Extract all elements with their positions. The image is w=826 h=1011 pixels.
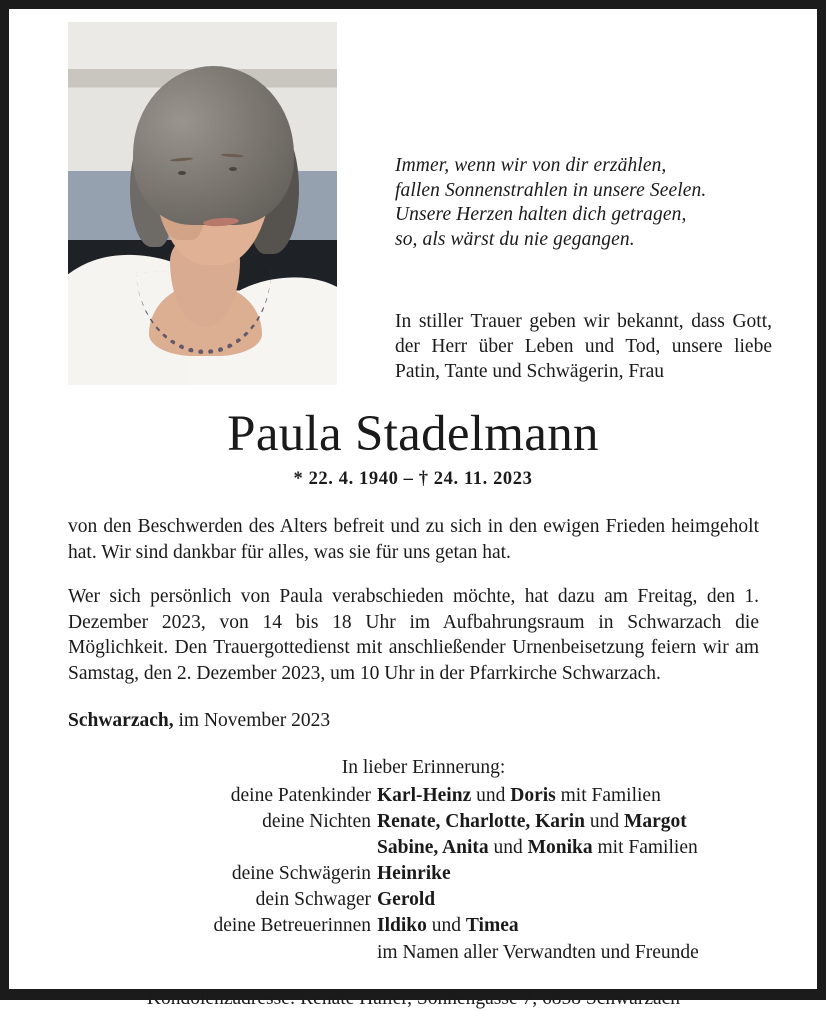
verse-line-2: fallen Sonnenstrahlen in unsere Seelen. <box>395 179 707 201</box>
place-date: im November 2023 <box>173 710 331 731</box>
relation-names: Ildiko und Timea <box>377 915 519 936</box>
memorial-heading: In lieber Erinnerung: <box>341 757 506 778</box>
relation-label <box>68 835 377 861</box>
table-row <box>68 887 759 913</box>
memorial-list <box>68 755 759 966</box>
life-dates: * 22. 4. 1940 – † 24. 11. 2023 <box>293 469 533 489</box>
deceased-name: Paula Stadelmann <box>227 406 599 462</box>
verse-line-4: so, als wärst du nie gegangen. <box>395 228 635 250</box>
relation-label: dein Schwager <box>255 889 371 910</box>
memorial-closing: im Namen aller Verwandten und Freunde <box>377 942 699 963</box>
body-section <box>68 514 759 1011</box>
photo-eye-left <box>178 171 186 175</box>
relation-names: Sabine, Anita und Monika mit Familien <box>377 837 698 858</box>
top-section <box>9 9 817 394</box>
memorial-table <box>68 783 759 939</box>
table-row <box>68 861 759 887</box>
relation-names: Renate, Charlotte, Karin und Margot <box>377 811 687 832</box>
photo-hair <box>133 66 294 226</box>
verse-line-3: Unsere Herzen halten dich getragen, <box>395 204 687 225</box>
relation-names: Heinrike <box>377 863 451 884</box>
relation-label: deine Betreuerinnen <box>213 915 371 936</box>
relation-label: deine Patenkinder <box>230 785 371 806</box>
verse-line-1: Immer, wenn wir von dir erzählen, <box>395 155 667 176</box>
table-row <box>68 835 759 861</box>
arrangements-paragraph: Wer sich persönlich von Paula verabschieden möchte, hat dazu am Freitag, den 1. Dezember 2023, von 14 bis 18 Uhr im Aufbahrungsraum in Schwarzach die Möglichkeit. Den Trauergottedienst mit anschließender Urnenbeisetzung feiern wir am Samstag, den 2. Dezember 2023, um 10 Uhr in der Pfarrkirche Schwarzach. <box>68 586 759 684</box>
table-row <box>68 783 759 809</box>
table-row <box>68 913 759 939</box>
portrait-photo <box>68 22 337 385</box>
continuation-paragraph: von den Beschwerden des Alters befreit und zu sich in den ewigen Frieden heimgeholt hat. Wir sind dankbar für alles, was sie für uns getan hat. <box>68 516 759 563</box>
announcement-intro: In stiller Trauer geben wir bekannt, dass Gott, der Herr über Leben und Tod, unsere liebe Patin, Tante und Schwägerin, Frau <box>395 311 772 382</box>
relation-label: deine Schwägerin <box>231 863 371 884</box>
place-date-line <box>68 708 759 733</box>
memorial-table-body <box>68 783 759 939</box>
place-name: Schwarzach, <box>68 710 174 731</box>
relation-label: deine Nichten <box>262 811 371 832</box>
relation-names: Gerold <box>377 889 436 910</box>
memorial-verse <box>395 154 775 252</box>
condolence-address: Kondolenzadresse: Renate Haller, Sonnengasse 7, 6858 Schwarzach <box>146 988 681 1009</box>
photo-background <box>68 22 337 385</box>
relation-names: Karl-Heinz und Doris mit Familien <box>377 785 661 806</box>
notice-inner <box>9 9 817 1009</box>
table-row <box>68 809 759 835</box>
